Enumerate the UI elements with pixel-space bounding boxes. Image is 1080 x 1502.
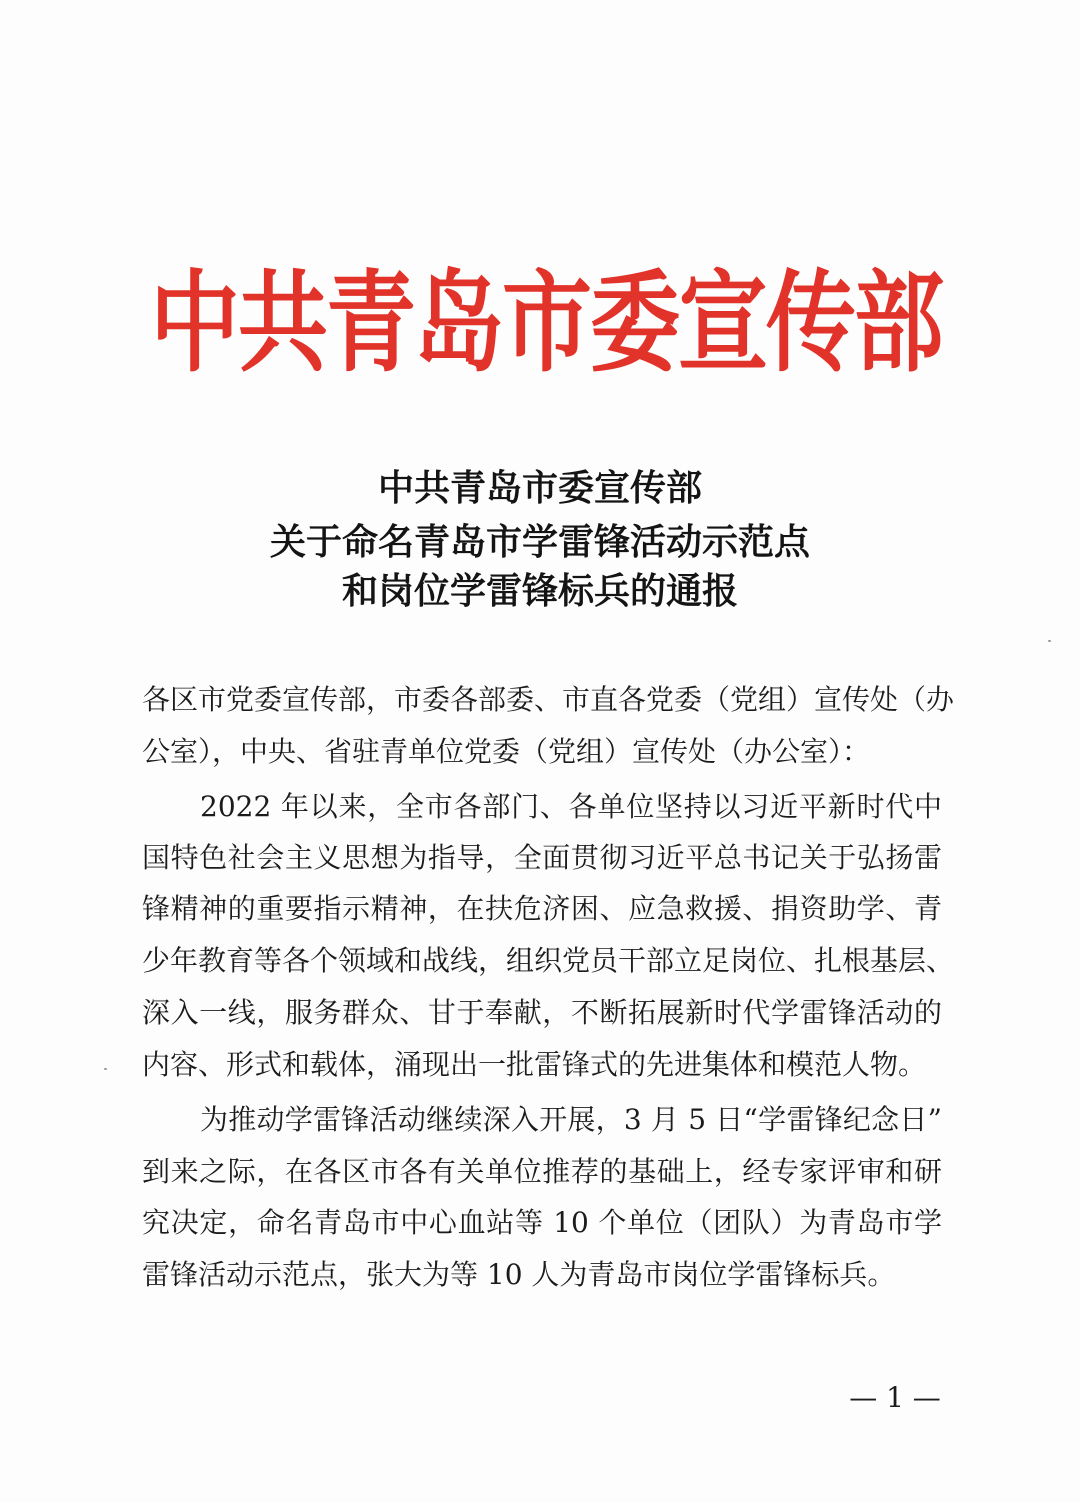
paragraph1-line-3: 锋精神的重要指示精神，在扶危济困、应急救援、捐资助学、青 [142,892,942,925]
paragraph1-line-1: 2022 年以来，全市各部门、各单位坚持以习近平新时代中 [200,790,942,823]
document-title-line-2: 关于命名青岛市学雷锋活动示范点 [269,522,810,563]
paragraph1-line-2: 国特色社会主义思想为指导，全面贯彻习近平总书记关于弘扬雷 [142,841,942,874]
scan-speck [104,1068,107,1070]
paragraph2-line-3: 究决定，命名青岛市中心血站等 10 个单位（团队）为青岛市学 [142,1206,942,1239]
addressee-line-2: 公室），中央、省驻青单位党委（党组）宣传处（办公室）： [142,735,871,768]
paragraph1-line-5: 深入一线，服务群众、甘于奉献，不断拓展新时代学雷锋活动的 [142,996,942,1029]
document-title-line-3: 和岗位学雷锋标兵的通报 [341,571,738,612]
paragraph1-line-4: 少年教育等各个领域和战线，组织党员干部立足岗位、扎根基层、 [142,944,955,977]
document-title-line-1: 中共青岛市委宣传部 [377,468,702,509]
paragraph2-line-2: 到来之际，在各区市各有关单位推荐的基础上，经专家评审和研 [142,1155,942,1188]
issuing-organization-header: 中共青岛市委宣传部 [150,258,942,388]
page-number: — 1 — [849,1381,941,1414]
addressee-line-1: 各区市党委宣传部，市委各部委、市直各党委（党组）宣传处（办 [142,683,955,716]
paragraph1-line-6: 内容、形式和载体，涌现出一批雷锋式的先进集体和模范人物。 [142,1048,927,1081]
scan-speck [1048,640,1051,642]
paragraph2-line-4: 雷锋活动示范点，张大为等 10 人为青岛市岗位学雷锋标兵。 [142,1258,896,1291]
paragraph2-line-1: 为推动学雷锋活动继续深入开展，3 月 5 日“学雷锋纪念日” [200,1103,942,1136]
